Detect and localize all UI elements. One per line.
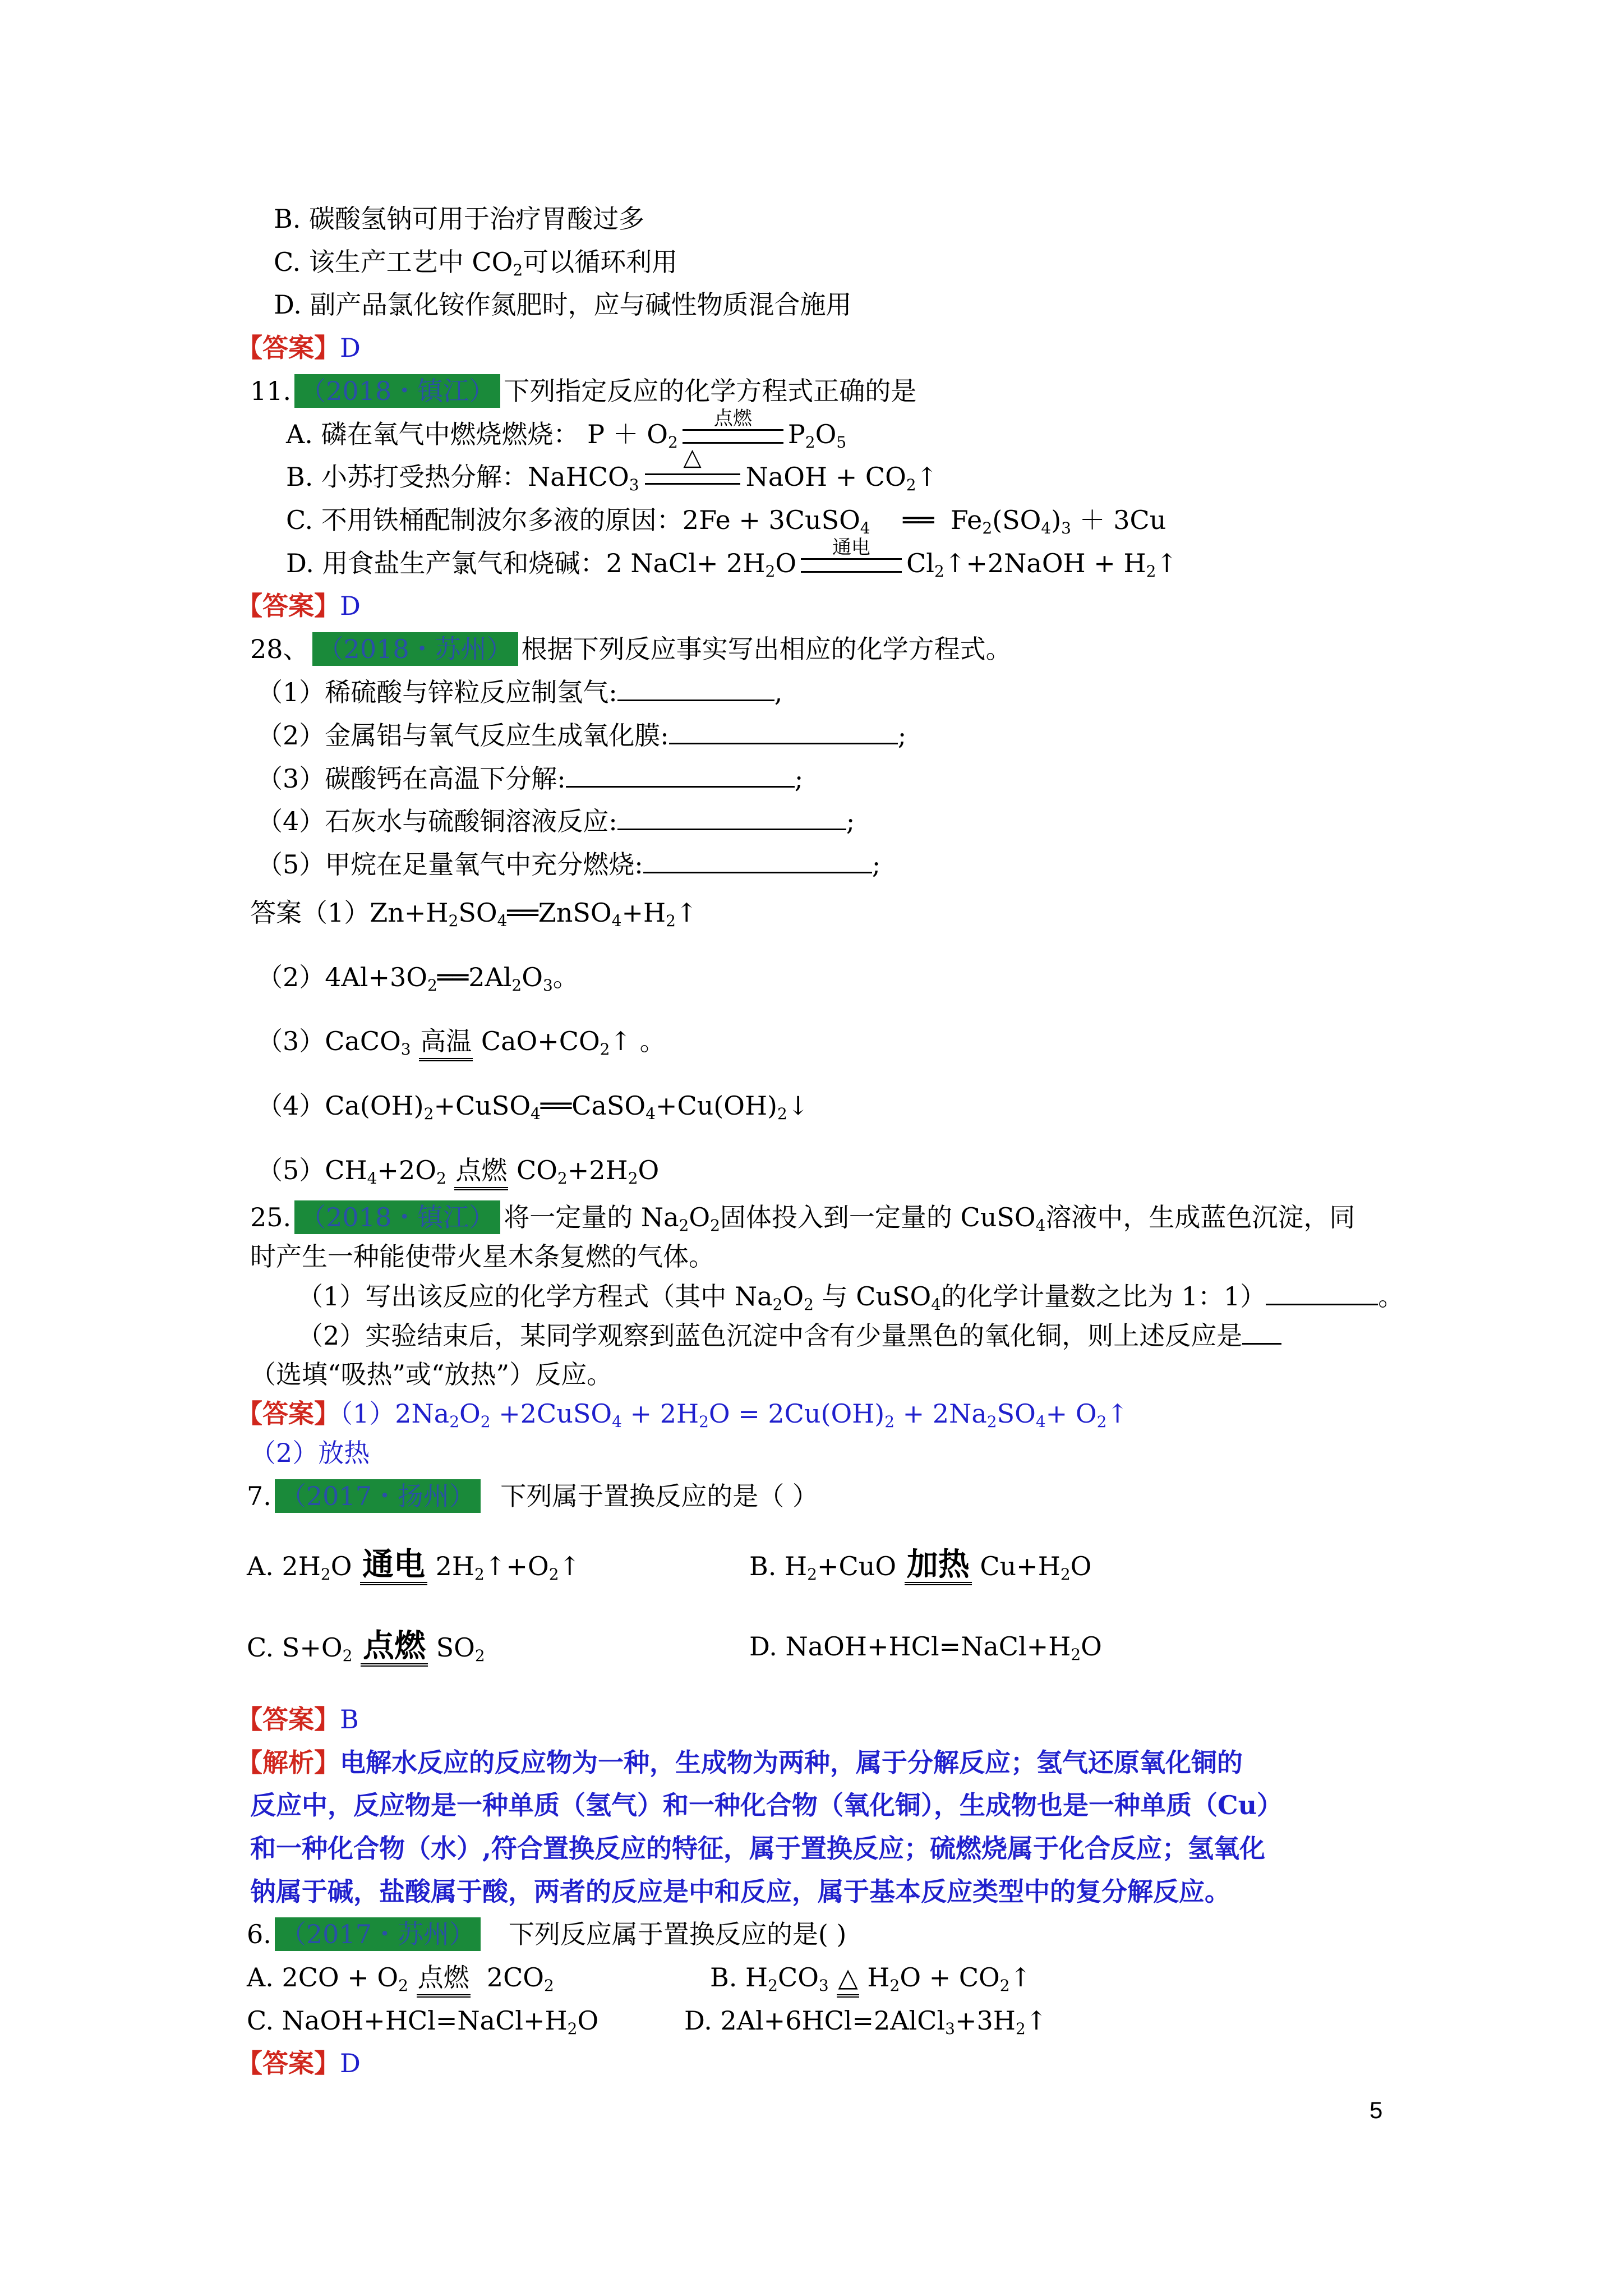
- q6-option-d: D. $2Al+6HCl=2AlCl_3+3H_2↑$: [684, 2005, 1048, 2038]
- q11-option-b: B. 小苏打受热分解：NaHCO$_3$ △ NaOH + $CO_2↑$: [286, 443, 938, 494]
- option-b: B. 碳酸氢钠可用于治疗胃酸过多: [274, 204, 645, 234]
- q28-answer-5: $(5)CH_4+2O_2$ 点燃 $CO_2+2H_2O$: [257, 1153, 659, 1195]
- option-d: D. 副产品氯化铵作氮肥时，应与碱性物质混合施用: [274, 289, 852, 320]
- analysis-line-1: 【解析】电解水反应的反应物为一种，生成物为两种，属于分解反应；氢气还原氧化铜的: [237, 1747, 1243, 1778]
- q28-stem: 28、 （2018・苏州） 根据下列反应事实写出相应的化学方程式。: [250, 632, 1012, 666]
- q11-option-a: A. 磷在氧气中燃烧燃烧： $P + O_2$ 点燃 $P_2O_5$: [286, 407, 847, 452]
- q25-source-tag: （2018・镇江）: [294, 1200, 500, 1234]
- q25-answer-1: 【答案】$(1)2Na_2O_2$ +2CuSO$_4$ + $2H_2O = 2Cu(OH)_2 + 2Na_2SO_4+$ $O_2↑$: [237, 1398, 1128, 1431]
- q11-source-tag: （2018・镇江）: [294, 374, 500, 408]
- q7-option-b: B. $H_2+CuO$ 加热 $Cu+H_2O$: [749, 1548, 1091, 1591]
- analysis-line-4: 钠属于碱，盐酸属于酸，两者的反应是中和反应，属于基本反应类型中的复分解反应。: [250, 1876, 1230, 1907]
- q25-sub-3: （选填“吸热”或“放热”）反应。: [250, 1359, 613, 1389]
- option-c: C. 该生产工艺中 $CO_2$可以循环利用: [274, 247, 678, 279]
- q6-option-a: A. $2CO + O_2$ 点燃 $2CO_2$: [247, 1961, 554, 2003]
- q25-answer-2: （2）放热: [250, 1438, 370, 1468]
- analysis-line-3: 和一种化合物（水）,符合置换反应的特征，属于置换反应；硫燃烧属于化合反应；氢氧化: [250, 1833, 1266, 1864]
- q28-source-tag: （2018・苏州）: [312, 632, 518, 666]
- q28-sub-3: （3）碳酸钙在高温下分解: ;: [257, 761, 803, 795]
- q11-stem: 11. （2018・镇江） 下列指定反应的化学方程式正确的是: [250, 374, 916, 408]
- page-number: 5: [1370, 2097, 1383, 2123]
- q6-stem: 6. （2017・苏州） 下列反应属于置换反应的是( ): [247, 1917, 846, 1951]
- q11-option-d: D. 用食盐生产氯气和烧碱：2 NaCl+ $2H_2O$ 通电 $Cl_2↑+2NaOH$ + $H_2↑$: [286, 536, 1178, 581]
- q28-answer-3: （3）CaCO$_3$ 高温 $CaO+CO_2↑$ 。: [257, 1024, 666, 1066]
- q7-answer: 【答案】B: [237, 1704, 359, 1734]
- q28-answer-2: $(2)4Al+3O_2══2Al_2O_3$。: [257, 962, 579, 995]
- q28-answer-4: $(4)Ca(OH)_2+CuSO_4══CaSO_4+Cu(OH)_2↓$: [257, 1091, 809, 1123]
- q7-option-d: D. $NaOH+HCl=NaCl+H_2O$: [749, 1631, 1102, 1664]
- q6-option-b: B. $H_2CO_3$ △ $H_2O$ + $CO_2↑$: [710, 1961, 1031, 2003]
- analysis-line-2: 反应中，反应物是一种单质（氢气）和一种化合物（氧化铜），生成物也是一种单质（Cu）: [250, 1790, 1283, 1820]
- q28-sub-1: （1）稀硫酸与锌粒反应制氢气: ,: [257, 675, 782, 709]
- q25-sub-1: （1）写出该反应的化学方程式（其中 $Na_2O_2$ 与 CuSO$_4$的化学计量数之比为 1：1） 。: [297, 1279, 1404, 1322]
- q7-option-c: C. $S+O_2$ 点燃 $SO_2$: [247, 1630, 485, 1673]
- q7-stem: 7. （2017・扬州） 下列属于置换反应的是（ ）: [247, 1479, 818, 1513]
- q11-option-c: C. 不用铁桶配制波尔多液的原因：2Fe + 3CuSO$_4$ ══ $Fe_2(SO_4)_3 + 3Cu$: [286, 505, 1166, 537]
- answer-1: 【答案】D: [237, 333, 361, 363]
- electrolysis-arrow: 通电: [801, 558, 902, 573]
- q6-answer: 【答案】D: [237, 2048, 361, 2078]
- q25-sub-2: （2）实验结束后，某同学观察到蓝色沉淀中含有少量黑色的氧化铜，则上述反应是: [297, 1318, 1281, 1352]
- heat-arrow: △: [645, 473, 740, 485]
- q28-answer-1: 答案$(1)Zn+H_2SO_4══ZnSO_4+H_2↑$: [250, 898, 698, 930]
- q28-sub-5: （5）甲烷在足量氧气中充分燃烧: ;: [257, 847, 880, 881]
- q6-source-tag: （2017・苏州）: [275, 1917, 481, 1951]
- reaction-condition-arrow: 点燃: [683, 429, 783, 444]
- q7-source-tag: （2017・扬州）: [275, 1479, 481, 1513]
- q28-sub-4: （4）石灰水与硫酸铜溶液反应: ;: [257, 804, 855, 838]
- answer-2: 【答案】D: [237, 591, 361, 621]
- q25-stem-2: 时产生一种能使带火星木条复燃的气体。: [250, 1241, 714, 1272]
- q7-option-a: A. $2H_2O$ 通电 $2H_2↑+O_2↑$: [247, 1548, 580, 1591]
- q28-sub-2: （2）金属铝与氧气反应生成氧化膜: ;: [257, 718, 906, 752]
- q25-stem: 25. （2018・镇江） 将一定量的 $Na_2O_2$固体投入到一定量的 CuSO$_4$溶液中，生成蓝色沉淀，同: [250, 1200, 1355, 1243]
- q6-option-c: C. $NaOH+HCl=NaCl+H_2O$: [247, 2005, 599, 2038]
